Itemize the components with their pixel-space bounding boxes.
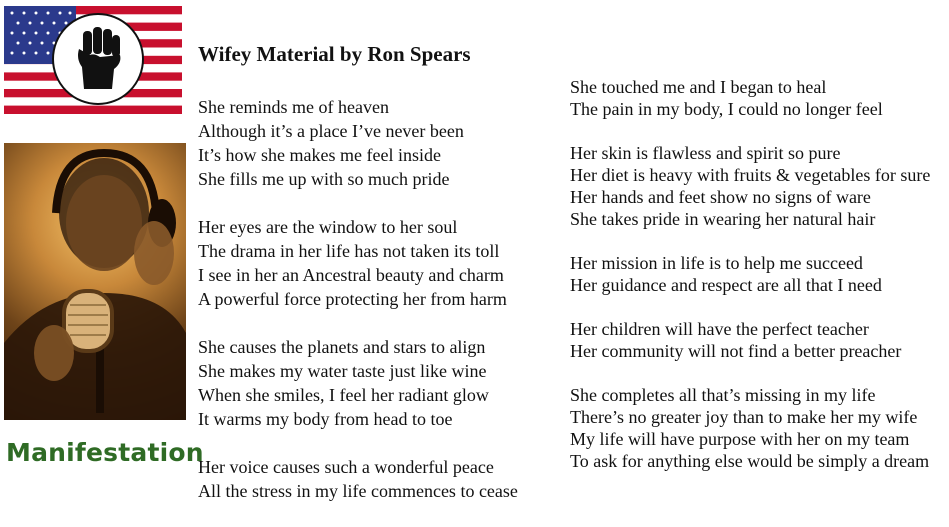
poem-line: She takes pride in wearing her natural hair — [570, 209, 876, 229]
poem-line: She reminds me of heaven — [198, 97, 389, 117]
stanza — [198, 215, 570, 311]
poem-line: To ask for anything else would be simply a dream — [570, 451, 930, 471]
poem-line: Although it’s a place I’ve never been — [198, 121, 464, 141]
poem-line: Her community will not find a better preacher — [570, 341, 902, 361]
poem-left-column — [198, 95, 570, 527]
stanza — [570, 318, 949, 362]
poem-line: It warms my body from head to toe — [198, 409, 453, 429]
stanza — [570, 76, 949, 120]
poem-title: Wifey Material by Ron Spears — [198, 42, 471, 66]
raised-fist-icon — [54, 15, 142, 103]
brand-name: Manifestation — [6, 438, 204, 467]
poem-line: She touched me and I began to heal — [570, 77, 827, 97]
singer-photo — [4, 143, 186, 420]
poem-line: She makes my water taste just like wine — [198, 361, 487, 381]
poem-line: Her mission in life is to help me succeed — [570, 253, 863, 273]
poem-line: It’s how she makes me feel inside — [198, 145, 441, 165]
poem-line: My life will have purpose with her on my team — [570, 429, 910, 449]
poem-line: I see in her an Ancestral beauty and charm — [198, 265, 504, 285]
stanza — [570, 384, 949, 472]
poem-line: Her eyes are the window to her soul — [198, 217, 458, 237]
poem-line: When she smiles, I feel her radiant glow — [198, 385, 489, 405]
stanza — [198, 335, 570, 431]
poem-line: Her hands and feet show no signs of ware — [570, 187, 871, 207]
stanza — [570, 252, 949, 296]
poem-line: The pain in my body, I could no longer feel — [570, 99, 883, 119]
poem-line: She causes the planets and stars to align — [198, 337, 486, 357]
poem-line: Her children will have the perfect teacher — [570, 319, 869, 339]
poem-line: Her skin is flawless and spirit so pure — [570, 143, 841, 163]
poem-line: Her guidance and respect are all that I need — [570, 275, 882, 295]
poem-right-column — [570, 76, 949, 494]
fist-badge — [52, 13, 144, 105]
microphone-icon — [4, 143, 186, 420]
flag-fist-logo — [4, 6, 182, 114]
poem-line: Her diet is heavy with fruits & vegetables for sure — [570, 165, 931, 185]
stanza — [198, 95, 570, 191]
stanza — [570, 142, 949, 230]
poem-line: Her voice causes such a wonderful peace — [198, 457, 494, 477]
stanza — [198, 455, 570, 503]
poem-line: All the stress in my life commences to cease — [198, 481, 518, 501]
poem-line: A powerful force protecting her from harm — [198, 289, 507, 309]
poem-line: She completes all that’s missing in my life — [570, 385, 876, 405]
poem-line: The drama in her life has not taken its toll — [198, 241, 500, 261]
poem-line: There’s no greater joy than to make her my wife — [570, 407, 918, 427]
poem-line: She fills me up with so much pride — [198, 169, 450, 189]
